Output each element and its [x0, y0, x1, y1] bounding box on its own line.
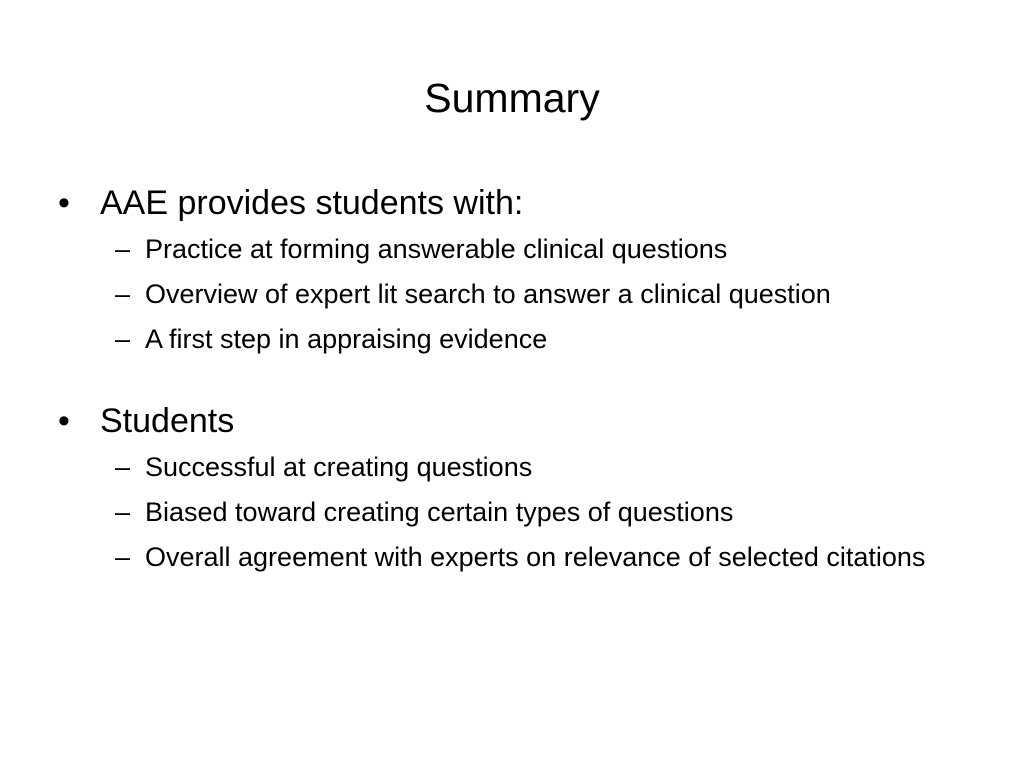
sub-bullet-item [58, 495, 958, 529]
sub-bullet-list [58, 450, 958, 574]
dash-icon: – [115, 452, 131, 482]
sub-bullet-item [58, 450, 958, 484]
slide-title: Summary [424, 75, 600, 121]
bullet-dot-icon: • [58, 184, 70, 222]
dash-icon: – [115, 234, 131, 264]
sub-bullet-text: Successful at creating questions [145, 452, 533, 482]
bullet-dot-icon: • [58, 402, 70, 440]
dash-icon: – [115, 279, 131, 309]
bullet-text: AAE provides students with: [100, 184, 524, 222]
bullet-text: Students [100, 402, 235, 440]
sub-bullet-text: Overview of expert lit search to answer a clinical question [145, 279, 831, 309]
sub-bullet-list [58, 232, 958, 356]
dash-icon: – [115, 542, 131, 572]
sub-bullet-text: Practice at forming answerable clinical questions [145, 234, 728, 264]
sub-bullet-item [58, 322, 958, 356]
slide-body [58, 180, 958, 585]
bullet-group-aae [58, 180, 958, 356]
bullet-group-students [58, 398, 958, 574]
dash-icon: – [115, 324, 131, 354]
sub-bullet-item [58, 277, 958, 311]
bullet-item [58, 180, 958, 226]
sub-bullet-item [58, 232, 958, 266]
sub-bullet-text: Biased toward creating certain types of questions [145, 497, 734, 527]
sub-bullet-text: Overall agreement with experts on relevance of selected citations [145, 542, 926, 572]
sub-bullet-item [58, 540, 958, 574]
bullet-item [58, 398, 958, 444]
sub-bullet-text: A first step in appraising evidence [145, 324, 548, 354]
dash-icon: – [115, 497, 131, 527]
